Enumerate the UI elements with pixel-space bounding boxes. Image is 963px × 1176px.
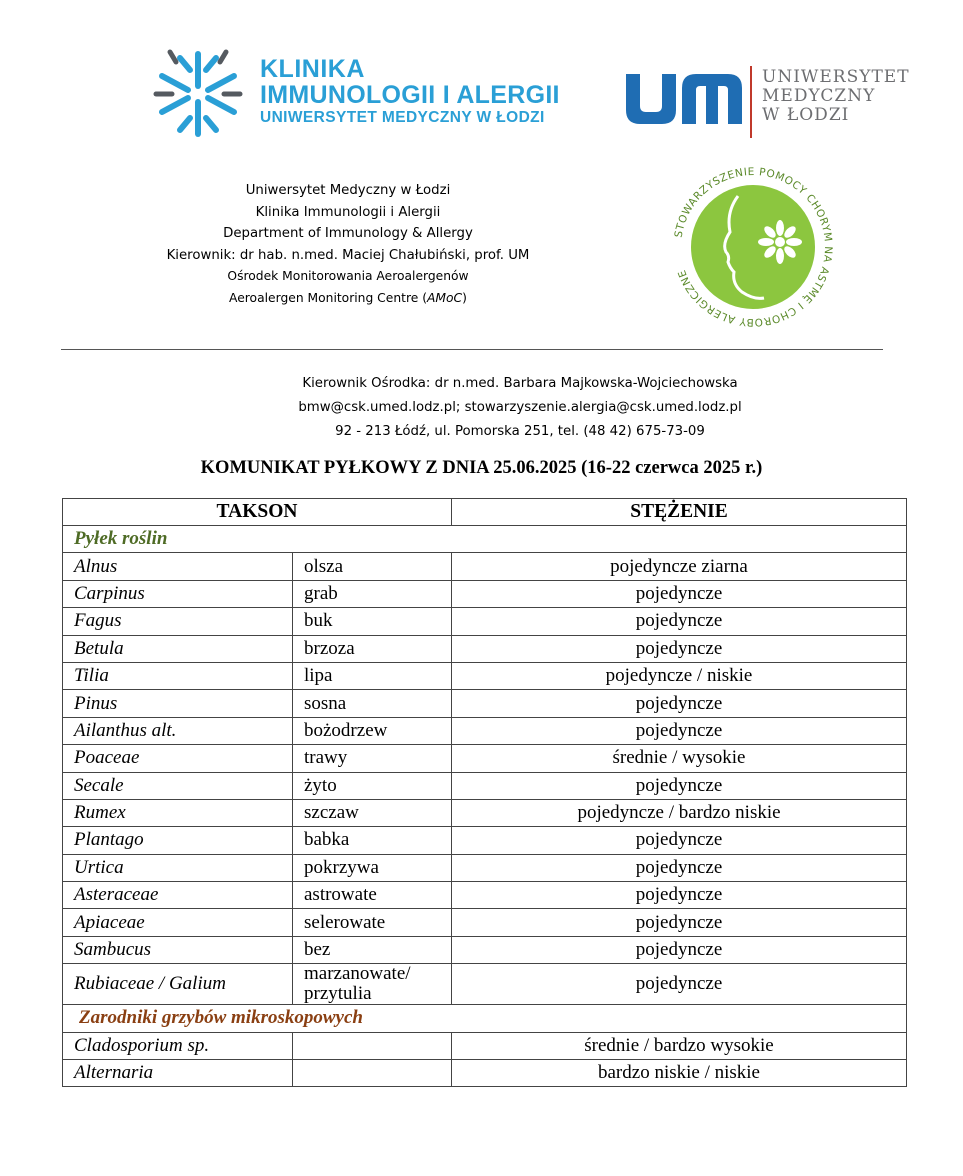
concentration: pojedyncze — [452, 772, 907, 799]
polish-name: trawy — [293, 745, 452, 772]
polish-name — [293, 1032, 452, 1059]
um-logo — [626, 66, 936, 142]
table-row — [63, 772, 907, 799]
concentration: pojedyncze — [452, 964, 907, 1005]
concentration: średnie / bardzo wysokie — [452, 1032, 907, 1059]
institution-line4: Kierownik: dr hab. n.med. Maciej Chałubiński, prof. UM — [166, 247, 530, 263]
polish-name: pokrzywa — [293, 854, 452, 881]
polish-name: olsza — [293, 553, 452, 580]
latin-name: Urtica — [63, 854, 293, 881]
polish-name: lipa — [293, 662, 452, 689]
latin-name: Alnus — [63, 553, 293, 580]
table-row — [63, 882, 907, 909]
institution-line6-pre: Aeroalergen Monitoring Centre ( — [229, 290, 428, 305]
table-row — [63, 690, 907, 717]
contact-info — [250, 372, 790, 444]
klinika-logo-line3: UNIWERSYTET MEDYCZNY W ŁODZI — [260, 109, 545, 126]
table-row — [63, 635, 907, 662]
latin-name: Sambucus — [63, 936, 293, 963]
section-title-plants: Pyłek roślin — [63, 526, 907, 553]
table-row — [63, 553, 907, 580]
um-logo-line1: UNIWERSYTET — [762, 67, 910, 87]
polish-name: selerowate — [293, 909, 452, 936]
polish-name: bożodrzew — [293, 717, 452, 744]
concentration: pojedyncze — [452, 635, 907, 662]
um-logo-line2: MEDYCZNY — [762, 86, 876, 106]
polish-name: brzoza — [293, 635, 452, 662]
concentration: pojedyncze — [452, 882, 907, 909]
latin-name: Carpinus — [63, 580, 293, 607]
institution-line3: Department of Immunology & Allergy — [223, 226, 473, 241]
latin-name: Secale — [63, 772, 293, 799]
latin-name: Fagus — [63, 608, 293, 635]
rubiaceae-section — [63, 964, 907, 1005]
latin-name: Tilia — [63, 662, 293, 689]
polish-name: żyto — [293, 772, 452, 799]
concentration: pojedyncze — [452, 608, 907, 635]
association-badge — [668, 162, 838, 332]
polish-name-line1: marzanowate/ — [304, 963, 411, 985]
klinika-logo-line2: IMMUNOLOGII I ALERGII — [260, 81, 560, 109]
header-concentration: STĘŻENIE — [452, 499, 907, 526]
contact-line3: 92 - 213 Łódź, ul. Pomorska 251, tel. (48 42) 675-73-09 — [335, 424, 705, 439]
contact-line1: Kierownik Ośrodka: dr n.med. Barbara Majkowska-Wojciechowska — [302, 376, 738, 391]
latin-name: Betula — [63, 635, 293, 662]
polish-name: astrowate — [293, 882, 452, 909]
latin-name: Pinus — [63, 690, 293, 717]
latin-name: Rubiaceae / Galium — [63, 964, 293, 1005]
concentration: pojedyncze — [452, 580, 907, 607]
polish-name — [293, 1060, 452, 1087]
concentration: pojedyncze — [452, 827, 907, 854]
klinika-logo-text — [260, 56, 560, 128]
um-logo-line3: W ŁODZI — [762, 105, 850, 125]
header-taxon: TAKSON — [63, 499, 452, 526]
pollen-table — [62, 498, 907, 1087]
concentration: pojedyncze — [452, 717, 907, 744]
table-row — [63, 964, 907, 1005]
header-divider — [61, 349, 883, 350]
section-row-plants — [63, 526, 907, 553]
concentration: pojedyncze / bardzo niskie — [452, 799, 907, 826]
table-row — [63, 717, 907, 744]
fungi-section — [63, 1005, 907, 1087]
institution-line6 — [120, 288, 576, 310]
polish-name — [293, 964, 452, 1005]
concentration: pojedyncze — [452, 690, 907, 717]
klinika-logo — [152, 46, 572, 146]
latin-name: Alternaria — [63, 1060, 293, 1087]
table-row — [63, 799, 907, 826]
latin-name: Plantago — [63, 827, 293, 854]
concentration: pojedyncze — [452, 936, 907, 963]
latin-name: Apiaceae — [63, 909, 293, 936]
table-row — [63, 608, 907, 635]
um-mark-icon — [626, 74, 742, 124]
latin-name: Asteraceae — [63, 882, 293, 909]
table-row — [63, 1032, 907, 1059]
latin-name: Cladosporium sp. — [63, 1032, 293, 1059]
concentration: średnie / wysokie — [452, 745, 907, 772]
latin-name: Poaceae — [63, 745, 293, 772]
document-title: KOMUNIKAT PYŁKOWY Z DNIA 25.06.2025 (16-22 czerwca 2025 r.) — [200, 458, 763, 478]
concentration: pojedyncze ziarna — [452, 553, 907, 580]
concentration: pojedyncze — [452, 854, 907, 881]
latin-name: Rumex — [63, 799, 293, 826]
polish-name: buk — [293, 608, 452, 635]
section-title-fungi: Zarodniki grzybów mikroskopowych — [63, 1005, 907, 1032]
institution-line6-em: AMoC — [427, 290, 463, 305]
institution-line6-post: ) — [462, 290, 467, 305]
polish-name: szczaw — [293, 799, 452, 826]
um-divider — [750, 66, 752, 138]
table-row — [63, 854, 907, 881]
institution-line2: Klinika Immunologii i Alergii — [255, 204, 441, 220]
table-row — [63, 745, 907, 772]
institution-info — [120, 180, 576, 309]
institution-line1: Uniwersytet Medyczny w Łodzi — [245, 183, 451, 198]
pollen-grain-icon — [152, 46, 244, 142]
plant-section — [63, 526, 907, 964]
badge-text: STOWARZYSZENIE POMOCY CHORYM NA ASTMĘ I CHOROBY ALERGICZNE — [672, 165, 835, 329]
table-row — [63, 909, 907, 936]
badge-circle — [691, 185, 815, 309]
table-row — [63, 827, 907, 854]
section-row-fungi — [63, 1005, 907, 1032]
concentration: pojedyncze / niskie — [452, 662, 907, 689]
um-logo-text — [762, 68, 910, 125]
table-row — [63, 580, 907, 607]
table-row — [63, 1060, 907, 1087]
concentration: bardzo niskie / niskie — [452, 1060, 907, 1087]
polish-name: grab — [293, 580, 452, 607]
institution-line5: Ośrodek Monitorowania Aeroalergenów — [227, 269, 469, 283]
table-header-row — [63, 499, 907, 526]
latin-name: Ailanthus alt. — [63, 717, 293, 744]
polish-name: sosna — [293, 690, 452, 717]
klinika-logo-line1: KLINIKA — [260, 55, 365, 83]
polish-name-line2: przytulia — [304, 983, 372, 1005]
table-row — [63, 662, 907, 689]
polish-name: bez — [293, 936, 452, 963]
contact-line2[interactable]: bmw@csk.umed.lodz.pl; stowarzyszenie.alergia@csk.umed.lodz.pl — [298, 400, 742, 415]
polish-name: babka — [293, 827, 452, 854]
table-row — [63, 936, 907, 963]
concentration: pojedyncze — [452, 909, 907, 936]
